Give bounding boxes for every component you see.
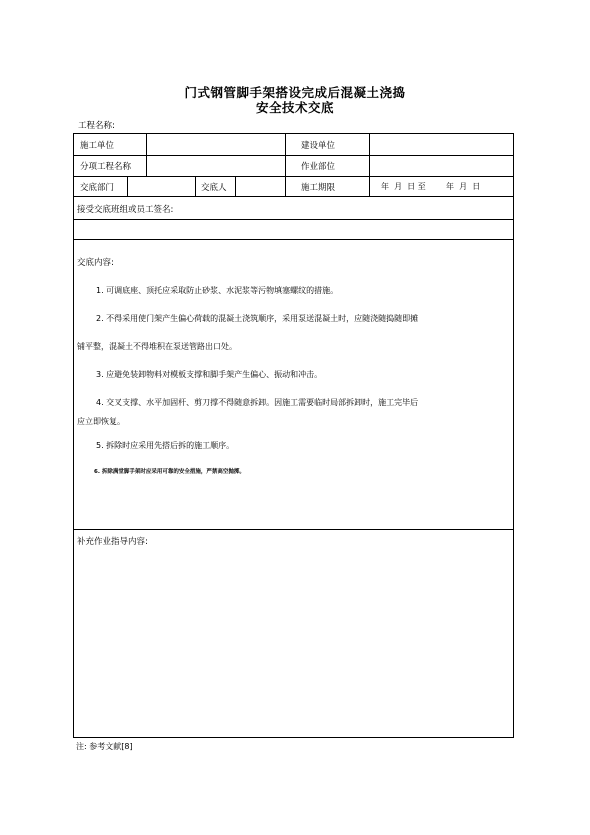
col-divider (285, 134, 286, 176)
content-line: 5. 拆除时应采用先搭后拆的施工顺序。 (96, 441, 235, 450)
col-divider (127, 176, 128, 196)
period-label: 施工期限 (301, 183, 336, 193)
row-divider (74, 176, 513, 177)
col-divider (369, 134, 370, 176)
row-divider (74, 219, 513, 220)
reference-note: 注: 参考文献[8] (76, 742, 133, 751)
handover-form-table (73, 133, 514, 738)
col-divider (285, 176, 286, 196)
content-line: 4. 交叉支撑、水平加固杆、剪刀撑不得随意拆卸。因施工需要临时局部拆卸时，施工完毕后 (96, 398, 419, 407)
content-label: 交底内容: (77, 258, 114, 268)
document-title: 门式钢管脚手架搭设完成后混凝土浇捣 (184, 85, 406, 100)
row-divider (74, 239, 513, 240)
construction-unit-label: 施工单位 (80, 141, 115, 151)
row-divider (74, 155, 513, 156)
content-line: 6. 拆除满堂脚手架时应采用可靠的安全措施，严禁高空抛掷。 (94, 469, 245, 475)
col-divider (235, 176, 236, 196)
col-divider (146, 134, 147, 176)
supplement-label: 补充作业指导内容: (77, 537, 148, 547)
work-dept-label: 作业部位 (301, 162, 336, 172)
content-line: 1. 可调底座、顶托应采取防止砂浆、水泥浆等污物填塞螺纹的措施。 (96, 286, 339, 295)
content-line: 3. 应避免装卸物料对模板支撑和脚手架产生偏心、振动和冲击。 (96, 370, 323, 379)
content-line: 2. 不得采用使门架产生偏心荷载的混凝土浇筑顺序，采用泵送混凝土时，应随浇随捣随即摊 (96, 314, 419, 323)
document-subtitle: 安全技术交底 (255, 100, 334, 115)
project-name-label: 工程名称: (78, 121, 115, 131)
col-divider (195, 176, 196, 196)
period-field[interactable]: 年 月 日 至 年 月 日 (381, 182, 481, 191)
signature-label: 接受交底班组或员工签名: (77, 205, 174, 215)
handover-person-label: 交底人 (201, 183, 227, 193)
owner-unit-label: 建设单位 (301, 141, 336, 151)
handover-dept-label: 交底部门 (80, 183, 115, 193)
sub-project-label: 分项工程名称 (80, 162, 132, 172)
row-divider (74, 529, 513, 530)
content-line: 铺平整，混凝土不得堆积在泵送管路出口处。 (77, 342, 237, 351)
col-divider (369, 176, 370, 196)
content-line: 应立即恢复。 (77, 417, 125, 426)
row-divider (74, 196, 513, 197)
